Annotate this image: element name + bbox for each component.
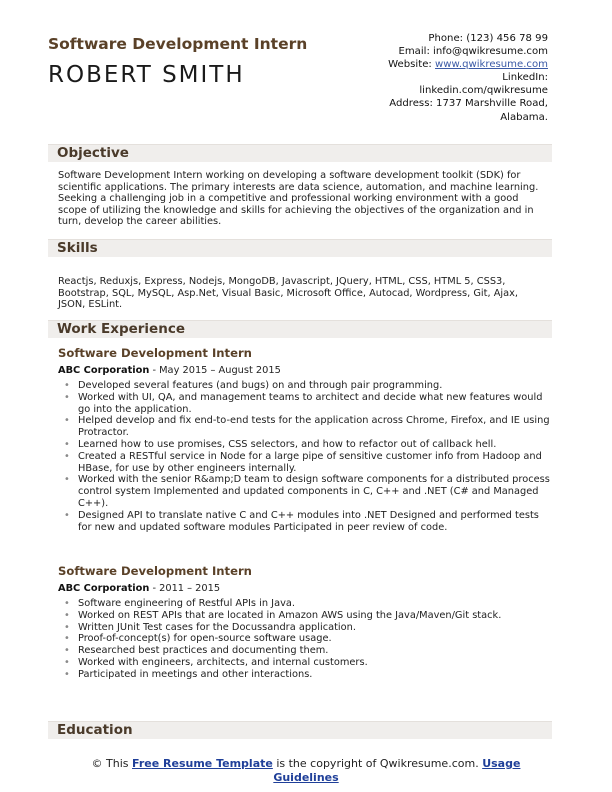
usage-guidelines-link[interactable]: Usage xyxy=(482,757,521,770)
job-2-bullets xyxy=(58,598,554,681)
list-item: • Written JUnit Test cases for the Docussandra application. xyxy=(64,621,356,633)
section-objective-bar xyxy=(48,144,552,162)
contact-website xyxy=(318,58,548,71)
list-item: • Created a RESTful service in Node for a large pipe of sensitive customer info from Hadoop and HBase, for use by other engineers internally. xyxy=(64,450,542,474)
list-item: • Designed API to translate native C and C++ modules into .NET Designed and performed tests for new and updated software modules Participated in peer review of code. xyxy=(64,509,539,533)
job-1-title: Software Development Intern xyxy=(58,346,252,360)
bullet-icon: • xyxy=(64,509,70,521)
footer-middle: is the copyright of Qwikresume.com. xyxy=(272,757,483,770)
objective-text: Software Development Intern working on developing a software development toolkit (SDK) for scientific applications. The primary interests are data science, automation, and machine learning. Seeking a challenging job in a competitive and professional working environment with a good scope of utilizing the knowledge and skills for achieving the objectives of the organization and in turn, develop the career abilities. xyxy=(58,170,539,227)
list-item: • Worked with UI, QA, and management teams to architect and decide what new features would go into the application. xyxy=(64,391,543,415)
bullet-icon: • xyxy=(64,598,70,609)
list-item: • Software engineering of Restful APIs in Java. xyxy=(64,598,295,609)
list-item: • Helped develop and fix end-to-end tests for the application across Chrome, Firefox, and IE using Protractor. xyxy=(64,415,550,439)
list-item: • Worked with engineers, architects, and internal customers. xyxy=(64,656,368,668)
bullet-icon: • xyxy=(64,609,70,621)
bullet-icon: • xyxy=(64,438,70,450)
free-resume-template-link[interactable]: Free Resume Template xyxy=(132,757,273,770)
section-objective-heading: Objective xyxy=(57,145,129,161)
section-education-heading: Education xyxy=(57,722,133,738)
job-2-title: Software Development Intern xyxy=(58,564,252,578)
bullet-icon: • xyxy=(64,633,70,645)
section-education-bar xyxy=(48,721,552,739)
bullet-icon: • xyxy=(64,391,70,403)
contact-linkedin-value: linkedin.com/qwikresume xyxy=(419,85,548,97)
list-item: • Proof-of-concept(s) for open-source software usage. xyxy=(64,633,332,645)
bullet-icon: • xyxy=(64,645,70,657)
list-item: • Learned how to use promises, CSS selectors, and how to refactor out of callback hell. xyxy=(64,438,497,450)
footer-prefix: © This xyxy=(91,757,133,770)
job-2-company-line xyxy=(58,583,220,594)
job-2-dates: - 2011 – 2015 xyxy=(149,583,221,594)
list-item: • Researched best practices and documenting them. xyxy=(64,645,329,657)
job-1-company: ABC Corporation xyxy=(58,365,150,376)
job-2-company: ABC Corporation xyxy=(58,583,150,594)
job-1-bullets xyxy=(58,380,554,533)
section-work-heading: Work Experience xyxy=(57,321,185,337)
skills-text: Reactjs, Reduxjs, Express, Nodejs, MongoDB, Javascript, JQuery, HTML, CSS, HTML 5, CSS3, Bootstrap, SQL, MySQL, Asp.Net, Visual Basic, Microsoft Office, Autocad, Wordpress, Git, Ajax, JSON, ESLint. xyxy=(58,276,519,310)
bullet-icon: • xyxy=(64,668,70,680)
contact-email: Email: info@qwikresume.com xyxy=(398,46,548,58)
list-item: • Developed several features (and bugs) on and through pair programming. xyxy=(64,380,443,391)
list-item: • Participated in meetings and other interactions. xyxy=(64,668,313,680)
contact-block xyxy=(318,32,548,124)
website-label: Website: xyxy=(388,59,436,71)
contact-address-line2: Alabama. xyxy=(500,111,548,123)
resume-job-title: Software Development Intern xyxy=(48,35,308,53)
resume-header xyxy=(0,0,612,140)
bullet-icon: • xyxy=(64,621,70,633)
contact-address-line1: Address: 1737 Marshville Road, xyxy=(389,98,548,110)
candidate-name: ROBERT SMITH xyxy=(48,62,245,88)
section-work-bar xyxy=(48,320,552,338)
job-1-dates: - May 2015 – August 2015 xyxy=(149,365,281,376)
job-1-company-line xyxy=(58,365,281,376)
copyright-footer xyxy=(0,757,612,784)
bullet-icon: • xyxy=(64,474,70,486)
bullet-icon: • xyxy=(64,450,70,462)
bullet-icon: • xyxy=(64,380,70,391)
section-skills-bar xyxy=(48,239,552,257)
usage-guidelines-link-continued[interactable]: Guidelines xyxy=(273,770,339,784)
list-item: • Worked on REST APIs that are located in Amazon AWS using the Java/Maven/Git stack. xyxy=(64,609,502,621)
contact-linkedin-label: LinkedIn: xyxy=(502,72,548,84)
list-item: • Worked with the senior R&amp;D team to design software components for a distributed process control system Implemented and updated components in C, C++ and .NET (C# and Managed C++). xyxy=(64,474,550,509)
website-link[interactable]: www.qwikresume.com xyxy=(435,59,548,71)
section-skills-heading: Skills xyxy=(57,240,98,256)
bullet-icon: • xyxy=(64,415,70,427)
bullet-icon: • xyxy=(64,656,70,668)
contact-phone: Phone: (123) 456 78 99 xyxy=(428,33,548,44)
